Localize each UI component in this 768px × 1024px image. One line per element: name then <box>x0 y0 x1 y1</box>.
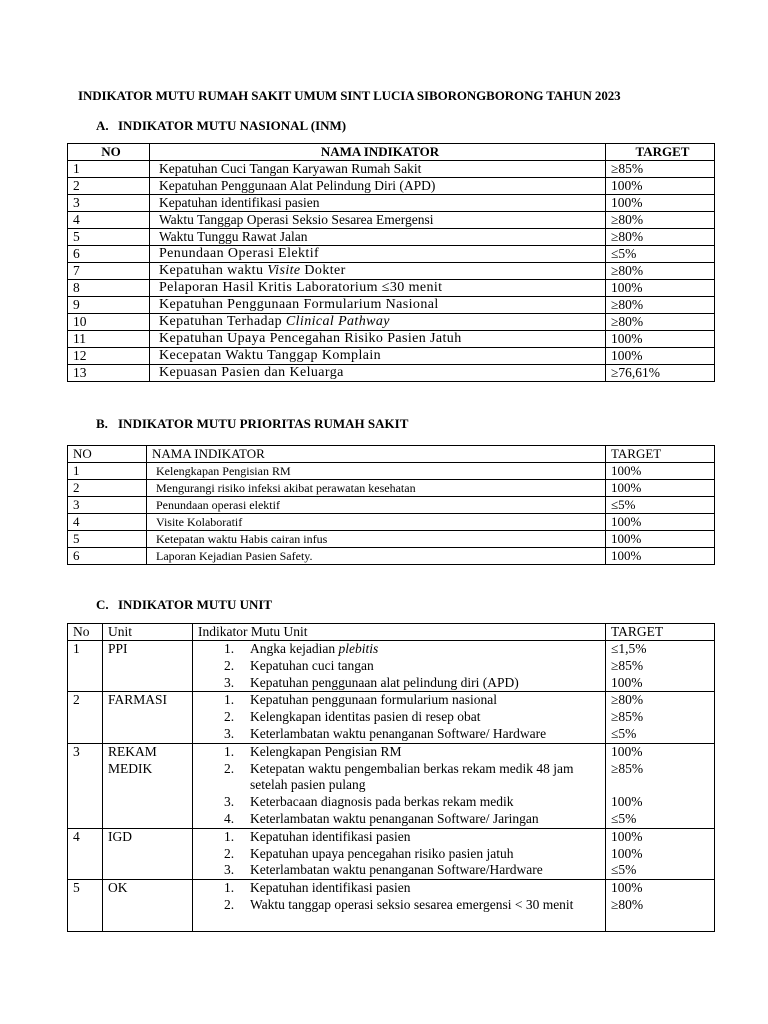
indicator-number: 2. <box>224 896 235 912</box>
row-no: 4 <box>68 514 147 531</box>
table-header-row <box>68 144 715 161</box>
row-targets <box>606 743 715 828</box>
row-no: 3 <box>68 743 103 828</box>
indicator-target: 100% <box>611 743 643 759</box>
indicator-text: Kelengkapan identitas pasien di resep obat <box>250 709 481 725</box>
table-row <box>68 348 715 365</box>
table-row <box>68 161 715 178</box>
row-target: 100% <box>606 531 715 548</box>
row-name: Kepatuhan identifikasi pasien <box>150 195 606 212</box>
row-target: 100% <box>606 195 715 212</box>
row-name: Pelaporan Hasil Kritis Laboratorium ≤30 menit <box>150 280 606 297</box>
indicator-number: 2. <box>224 760 235 776</box>
row-indicators <box>193 880 606 931</box>
section-a-title: INDIKATOR MUTU NASIONAL (INM) <box>118 118 347 133</box>
indicator-text: Keterlambatan waktu penanganan Software/ Hardware <box>250 725 547 741</box>
table-row <box>68 331 715 348</box>
indicator-item <box>224 896 605 914</box>
row-name-text: Kepatuhan Terhadap <box>159 314 286 329</box>
header-indicator: Indikator Mutu Unit <box>193 624 606 641</box>
indicator-list <box>198 744 605 828</box>
row-name: Kepatuhan Penggunaan Formularium Nasional <box>150 297 606 314</box>
indicator-item <box>224 845 605 863</box>
row-no: 4 <box>68 212 150 229</box>
row-targets <box>606 880 715 931</box>
table-row <box>68 212 715 229</box>
indicator-number: 1. <box>224 692 235 708</box>
header-name: NAMA INDIKATOR <box>150 144 606 161</box>
table-row <box>68 178 715 195</box>
row-targets <box>606 641 715 692</box>
section-c-letter: C. <box>96 597 109 612</box>
indicator-target: ≥85% <box>611 709 644 725</box>
indicator-item <box>224 674 605 692</box>
indicator-number: 4. <box>224 810 235 826</box>
row-no: 6 <box>68 246 150 263</box>
indicator-item <box>224 657 605 675</box>
table-row <box>68 548 715 565</box>
table-row <box>68 880 715 931</box>
row-indicators <box>193 828 606 879</box>
table-prioritas <box>67 445 715 565</box>
row-targets <box>606 828 715 879</box>
row-no: 1 <box>68 463 147 480</box>
row-name-text: Kepatuhan waktu <box>159 263 268 278</box>
indicator-number: 2. <box>224 657 235 673</box>
indicator-number: 1. <box>224 880 235 896</box>
table-row <box>68 195 715 212</box>
header-no: NO <box>68 144 150 161</box>
row-indicators <box>193 641 606 692</box>
table-row <box>68 828 715 879</box>
indicator-text: Kepatuhan penggunaan alat pelindung diri (APD) <box>250 674 519 690</box>
indicator-item <box>224 794 605 811</box>
row-name: Waktu Tanggap Operasi Seksio Sesarea Emergensi <box>150 212 606 229</box>
row-indicators <box>193 743 606 828</box>
row-target: 100% <box>606 348 715 365</box>
row-name: Ketepatan waktu Habis cairan infus <box>147 531 606 548</box>
section-c-title: INDIKATOR MUTU UNIT <box>118 597 273 612</box>
table-row <box>68 314 715 331</box>
row-no: 1 <box>68 161 150 178</box>
table-row <box>68 463 715 480</box>
indicator-number: 3. <box>224 862 235 878</box>
indicator-text-emphasis: plebitis <box>338 641 379 656</box>
indicator-target: 100% <box>611 845 643 861</box>
indicator-number: 1. <box>224 828 235 844</box>
row-no: 4 <box>68 828 103 879</box>
table-row <box>68 641 715 692</box>
section-b-title: INDIKATOR MUTU PRIORITAS RUMAH SAKIT <box>118 416 409 431</box>
indicator-number: 1. <box>224 641 235 656</box>
indicator-target: ≥80% <box>611 692 644 708</box>
row-name: Laporan Kejadian Pasien Safety. <box>147 548 606 565</box>
table-mutu-unit <box>67 623 715 932</box>
row-name: Kepatuhan Upaya Pencegahan Risiko Pasien Jatuh <box>150 331 606 348</box>
row-indicators <box>193 692 606 743</box>
row-name: Kepuasan Pasien dan Keluarga <box>150 365 606 382</box>
row-unit: REKAM MEDIK <box>103 743 193 828</box>
row-name <box>150 314 606 331</box>
row-unit: PPI <box>103 641 193 692</box>
indicator-text: Kepatuhan penggunaan formularium nasional <box>250 692 498 708</box>
row-name: Mengurangi risiko infeksi akibat perawatan kesehatan <box>147 480 606 497</box>
indicator-item <box>224 862 605 879</box>
row-target: ≥80% <box>606 297 715 314</box>
indicator-item <box>224 709 605 726</box>
indicator-text: Waktu tanggap operasi seksio sesarea emergensi < 30 menit <box>250 896 574 912</box>
row-no: 7 <box>68 263 150 280</box>
row-no: 6 <box>68 548 147 565</box>
header-no: No <box>68 624 103 641</box>
table-header-row <box>68 446 715 463</box>
table-row <box>68 743 715 828</box>
row-name: Penundaan Operasi Elektif <box>150 246 606 263</box>
indicator-target: ≤5% <box>611 810 637 826</box>
row-unit: IGD <box>103 828 193 879</box>
row-target: 100% <box>606 548 715 565</box>
header-name: NAMA INDIKATOR <box>147 446 606 463</box>
row-target: 100% <box>606 463 715 480</box>
row-no: 5 <box>68 880 103 931</box>
row-no: 8 <box>68 280 150 297</box>
table-row <box>68 480 715 497</box>
row-no: 11 <box>68 331 150 348</box>
indicator-text: Kepatuhan identifikasi pasien <box>250 828 411 844</box>
row-no: 10 <box>68 314 150 331</box>
row-name: Kelengkapan Pengisian RM <box>147 463 606 480</box>
row-no: 2 <box>68 480 147 497</box>
indicator-target: ≤1,5% <box>611 641 647 656</box>
row-target: 100% <box>606 178 715 195</box>
indicator-target: 100% <box>611 880 643 896</box>
row-target: ≥76,61% <box>606 365 715 382</box>
target-spacer <box>611 777 714 794</box>
indicator-item <box>224 725 605 743</box>
section-b-letter: B. <box>96 416 108 431</box>
indicator-target: ≥85% <box>611 760 644 776</box>
indicator-text: Kepatuhan cuci tangan <box>250 657 374 673</box>
indicator-text: Kelengkapan Pengisian RM <box>250 743 402 759</box>
row-name: Penundaan operasi elektif <box>147 497 606 514</box>
row-target: ≥85% <box>606 161 715 178</box>
indicator-text: Keterbacaan diagnosis pada berkas rekam medik <box>250 794 514 810</box>
indicator-list <box>198 641 605 691</box>
indicator-number: 2. <box>224 709 235 725</box>
indicator-text: Angka kejadian <box>250 641 339 656</box>
section-b-heading <box>96 416 408 432</box>
header-no: NO <box>68 446 147 463</box>
row-name: Waktu Tunggu Rawat Jalan <box>150 229 606 246</box>
row-no: 2 <box>68 692 103 743</box>
row-no: 5 <box>68 531 147 548</box>
indicator-target: ≤5% <box>611 725 637 741</box>
indicator-target: 100% <box>611 674 643 690</box>
table-header-row <box>68 624 715 641</box>
table-row <box>68 531 715 548</box>
row-target: ≥80% <box>606 212 715 229</box>
indicator-target: 100% <box>611 794 643 810</box>
row-no: 1 <box>68 641 103 692</box>
row-name: Kecepatan Waktu Tanggap Komplain <box>150 348 606 365</box>
row-target: ≥80% <box>606 263 715 280</box>
table-row <box>68 263 715 280</box>
indicator-number: 1. <box>224 743 235 759</box>
section-a-letter: A. <box>96 118 109 133</box>
target-spacer <box>611 914 714 931</box>
header-target: TARGET <box>606 624 715 641</box>
row-name: Kepatuhan Penggunaan Alat Pelindung Diri (APD) <box>150 178 606 195</box>
table-inm <box>67 143 715 382</box>
indicator-text: Ketepatan waktu pengembalian berkas rekam medik 48 jam setelah pasien pulang <box>250 760 574 793</box>
row-target: 100% <box>606 480 715 497</box>
indicator-item <box>224 810 605 828</box>
table-row <box>68 280 715 297</box>
row-name-text: Dokter <box>300 263 346 278</box>
indicator-text: Keterlambatan waktu penanganan Software/ Jaringan <box>250 810 539 826</box>
section-c-heading <box>96 597 272 613</box>
indicator-item <box>224 743 605 761</box>
indicator-target: ≥80% <box>611 896 644 912</box>
row-name: Kepatuhan Cuci Tangan Karyawan Rumah Sakit <box>150 161 606 178</box>
section-a-heading <box>96 118 346 134</box>
row-name: Visite Kolaboratif <box>147 514 606 531</box>
table-row <box>68 497 715 514</box>
row-unit: FARMASI <box>103 692 193 743</box>
row-target: ≤5% <box>606 497 715 514</box>
indicator-item <box>224 641 605 658</box>
row-unit: OK <box>103 880 193 931</box>
indicator-target: ≤5% <box>611 862 637 878</box>
row-no: 13 <box>68 365 150 382</box>
row-target: 100% <box>606 514 715 531</box>
table-row <box>68 365 715 382</box>
row-no: 3 <box>68 195 150 212</box>
row-target: ≤5% <box>606 246 715 263</box>
row-target: 100% <box>606 280 715 297</box>
indicator-number: 3. <box>224 794 235 810</box>
header-unit: Unit <box>103 624 193 641</box>
header-target: TARGET <box>606 144 715 161</box>
indicator-list <box>198 880 605 914</box>
indicator-text: Keterlambatan waktu penanganan Software/Hardware <box>250 862 543 878</box>
row-no: 3 <box>68 497 147 514</box>
indicator-item <box>224 828 605 846</box>
row-name-emphasis: Visite <box>267 263 301 278</box>
indicator-list <box>198 829 605 879</box>
table-row <box>68 514 715 531</box>
indicator-item <box>224 692 605 709</box>
row-no: 5 <box>68 229 150 246</box>
row-name <box>150 263 606 280</box>
indicator-number: 3. <box>224 725 235 741</box>
indicator-target: ≥85% <box>611 657 644 673</box>
row-no: 9 <box>68 297 150 314</box>
header-target: TARGET <box>606 446 715 463</box>
indicator-number: 2. <box>224 845 235 861</box>
row-target: ≥80% <box>606 229 715 246</box>
indicator-target: 100% <box>611 828 643 844</box>
table-row <box>68 246 715 263</box>
table-row <box>68 692 715 743</box>
indicator-text: Kepatuhan identifikasi pasien <box>250 880 411 896</box>
row-no: 12 <box>68 348 150 365</box>
document-title: INDIKATOR MUTU RUMAH SAKIT UMUM SINT LUCIA SIBORONGBORONG TAHUN 2023 <box>78 88 621 103</box>
row-no: 2 <box>68 178 150 195</box>
indicator-list <box>198 692 605 742</box>
row-target: ≥80% <box>606 314 715 331</box>
indicator-number: 3. <box>224 674 235 690</box>
row-name-emphasis: Clinical Pathway <box>285 314 390 329</box>
row-targets <box>606 692 715 743</box>
indicator-item <box>224 760 605 795</box>
indicator-text: Kepatuhan upaya pencegahan risiko pasien jatuh <box>250 845 514 861</box>
table-row <box>68 297 715 314</box>
row-target: 100% <box>606 331 715 348</box>
indicator-item <box>224 880 605 897</box>
table-row <box>68 229 715 246</box>
